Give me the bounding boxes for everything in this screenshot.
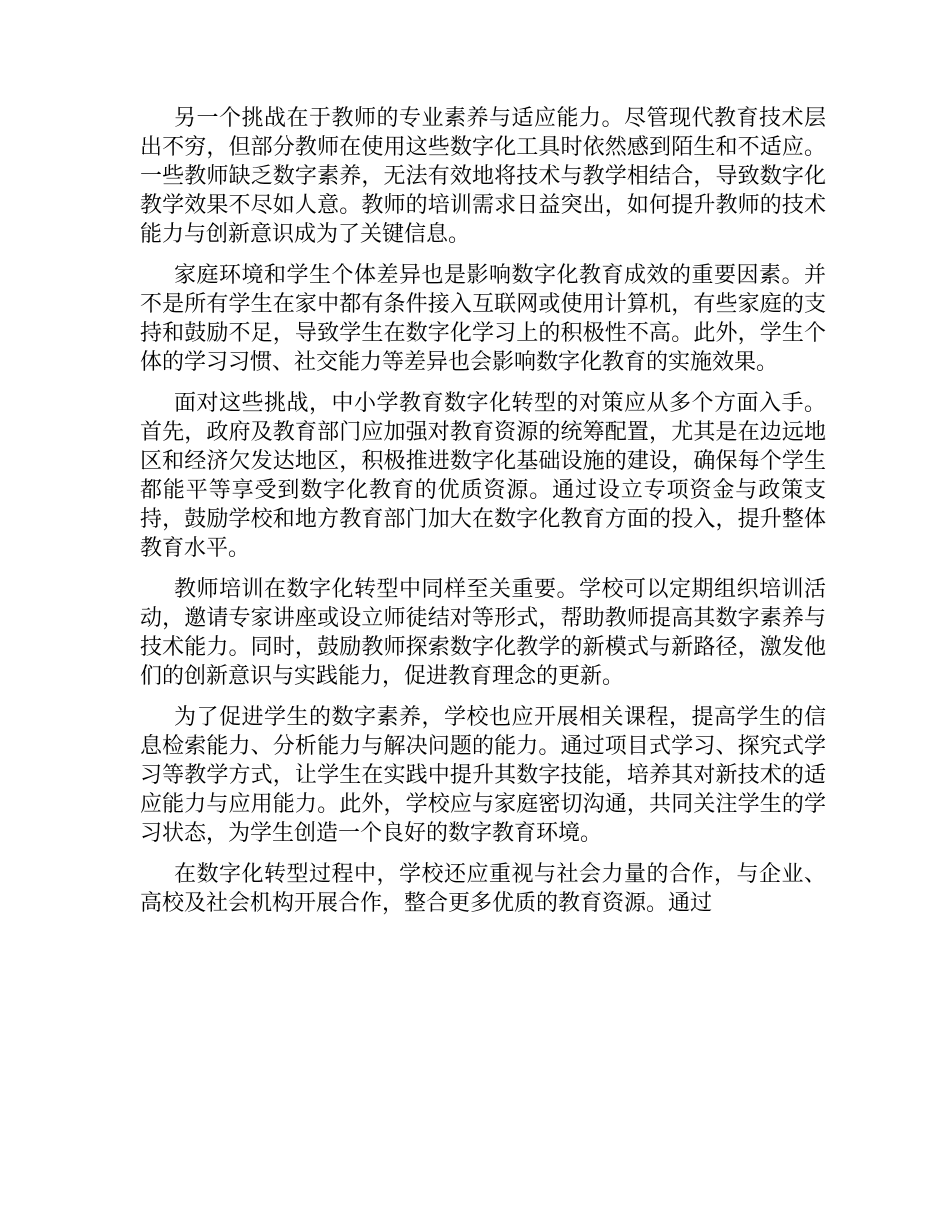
paragraph-strategies: 面对这些挑战，中小学教育数字化转型的对策应从多个方面入手。首先，政府及教育部门应加强对教育资源的统筹配置，尤其是在边远地区和经济欠发达地区，积极推进数字化基础设施的建设，确保每个学生都能平等享受到数字化教育的优质资源。通过设立专项资金与政策支持，鼓励学校和地方教育部门加大在数字化教育方面的投入，提升整体教育水平。 — [140, 391, 826, 561]
paragraph-family-differences: 家庭环境和学生个体差异也是影响数字化教育成效的重要因素。并不是所有学生在家中都有条件接入互联网或使用计算机，有些家庭的支持和鼓励不足，导致学生在数字化学习上的积极性不高。此外，学生个体的学习习惯、社交能力等差异也会影响数字化教育的实施效果。 — [140, 263, 826, 375]
paragraph-teacher-challenge: 另一个挑战在于教师的专业素养与适应能力。尽管现代教育技术层出不穷，但部分教师在使用这些数字化工具时依然感到陌生和不适应。一些教师缺乏数字素养，无法有效地将技术与教学相结合，导致数字化教学效果不尽如人意。教师的培训需求日益突出，如何提升教师的技术能力与创新意识成为了关键信息。 — [140, 106, 826, 247]
paragraph-teacher-training: 教师培训在数字化转型中同样至关重要。学校可以定期组织培训活动，邀请专家讲座或设立师徒结对等形式，帮助教师提高其数字素养与技术能力。同时，鼓励教师探索数字化教学的新模式与新路径，激发他们的创新意识与实践能力，促进教育理念的更新。 — [140, 577, 826, 689]
paragraph-social-cooperation: 在数字化转型过程中，学校还应重视与社会力量的合作，与企业、高校及社会机构开展合作，整合更多优质的教育资源。通过 — [140, 862, 826, 916]
document-body — [140, 104, 826, 930]
paragraph-student-literacy: 为了促进学生的数字素养，学校也应开展相关课程，提高学生的信息检索能力、分析能力与解决问题的能力。通过项目式学习、探究式学习等教学方式，让学生在实践中提升其数字技能，培养其对新技术的适应能力与应用能力。此外，学校应与家庭密切沟通，共同关注学生的学习状态，为学生创造一个良好的数字教育环境。 — [140, 705, 826, 846]
